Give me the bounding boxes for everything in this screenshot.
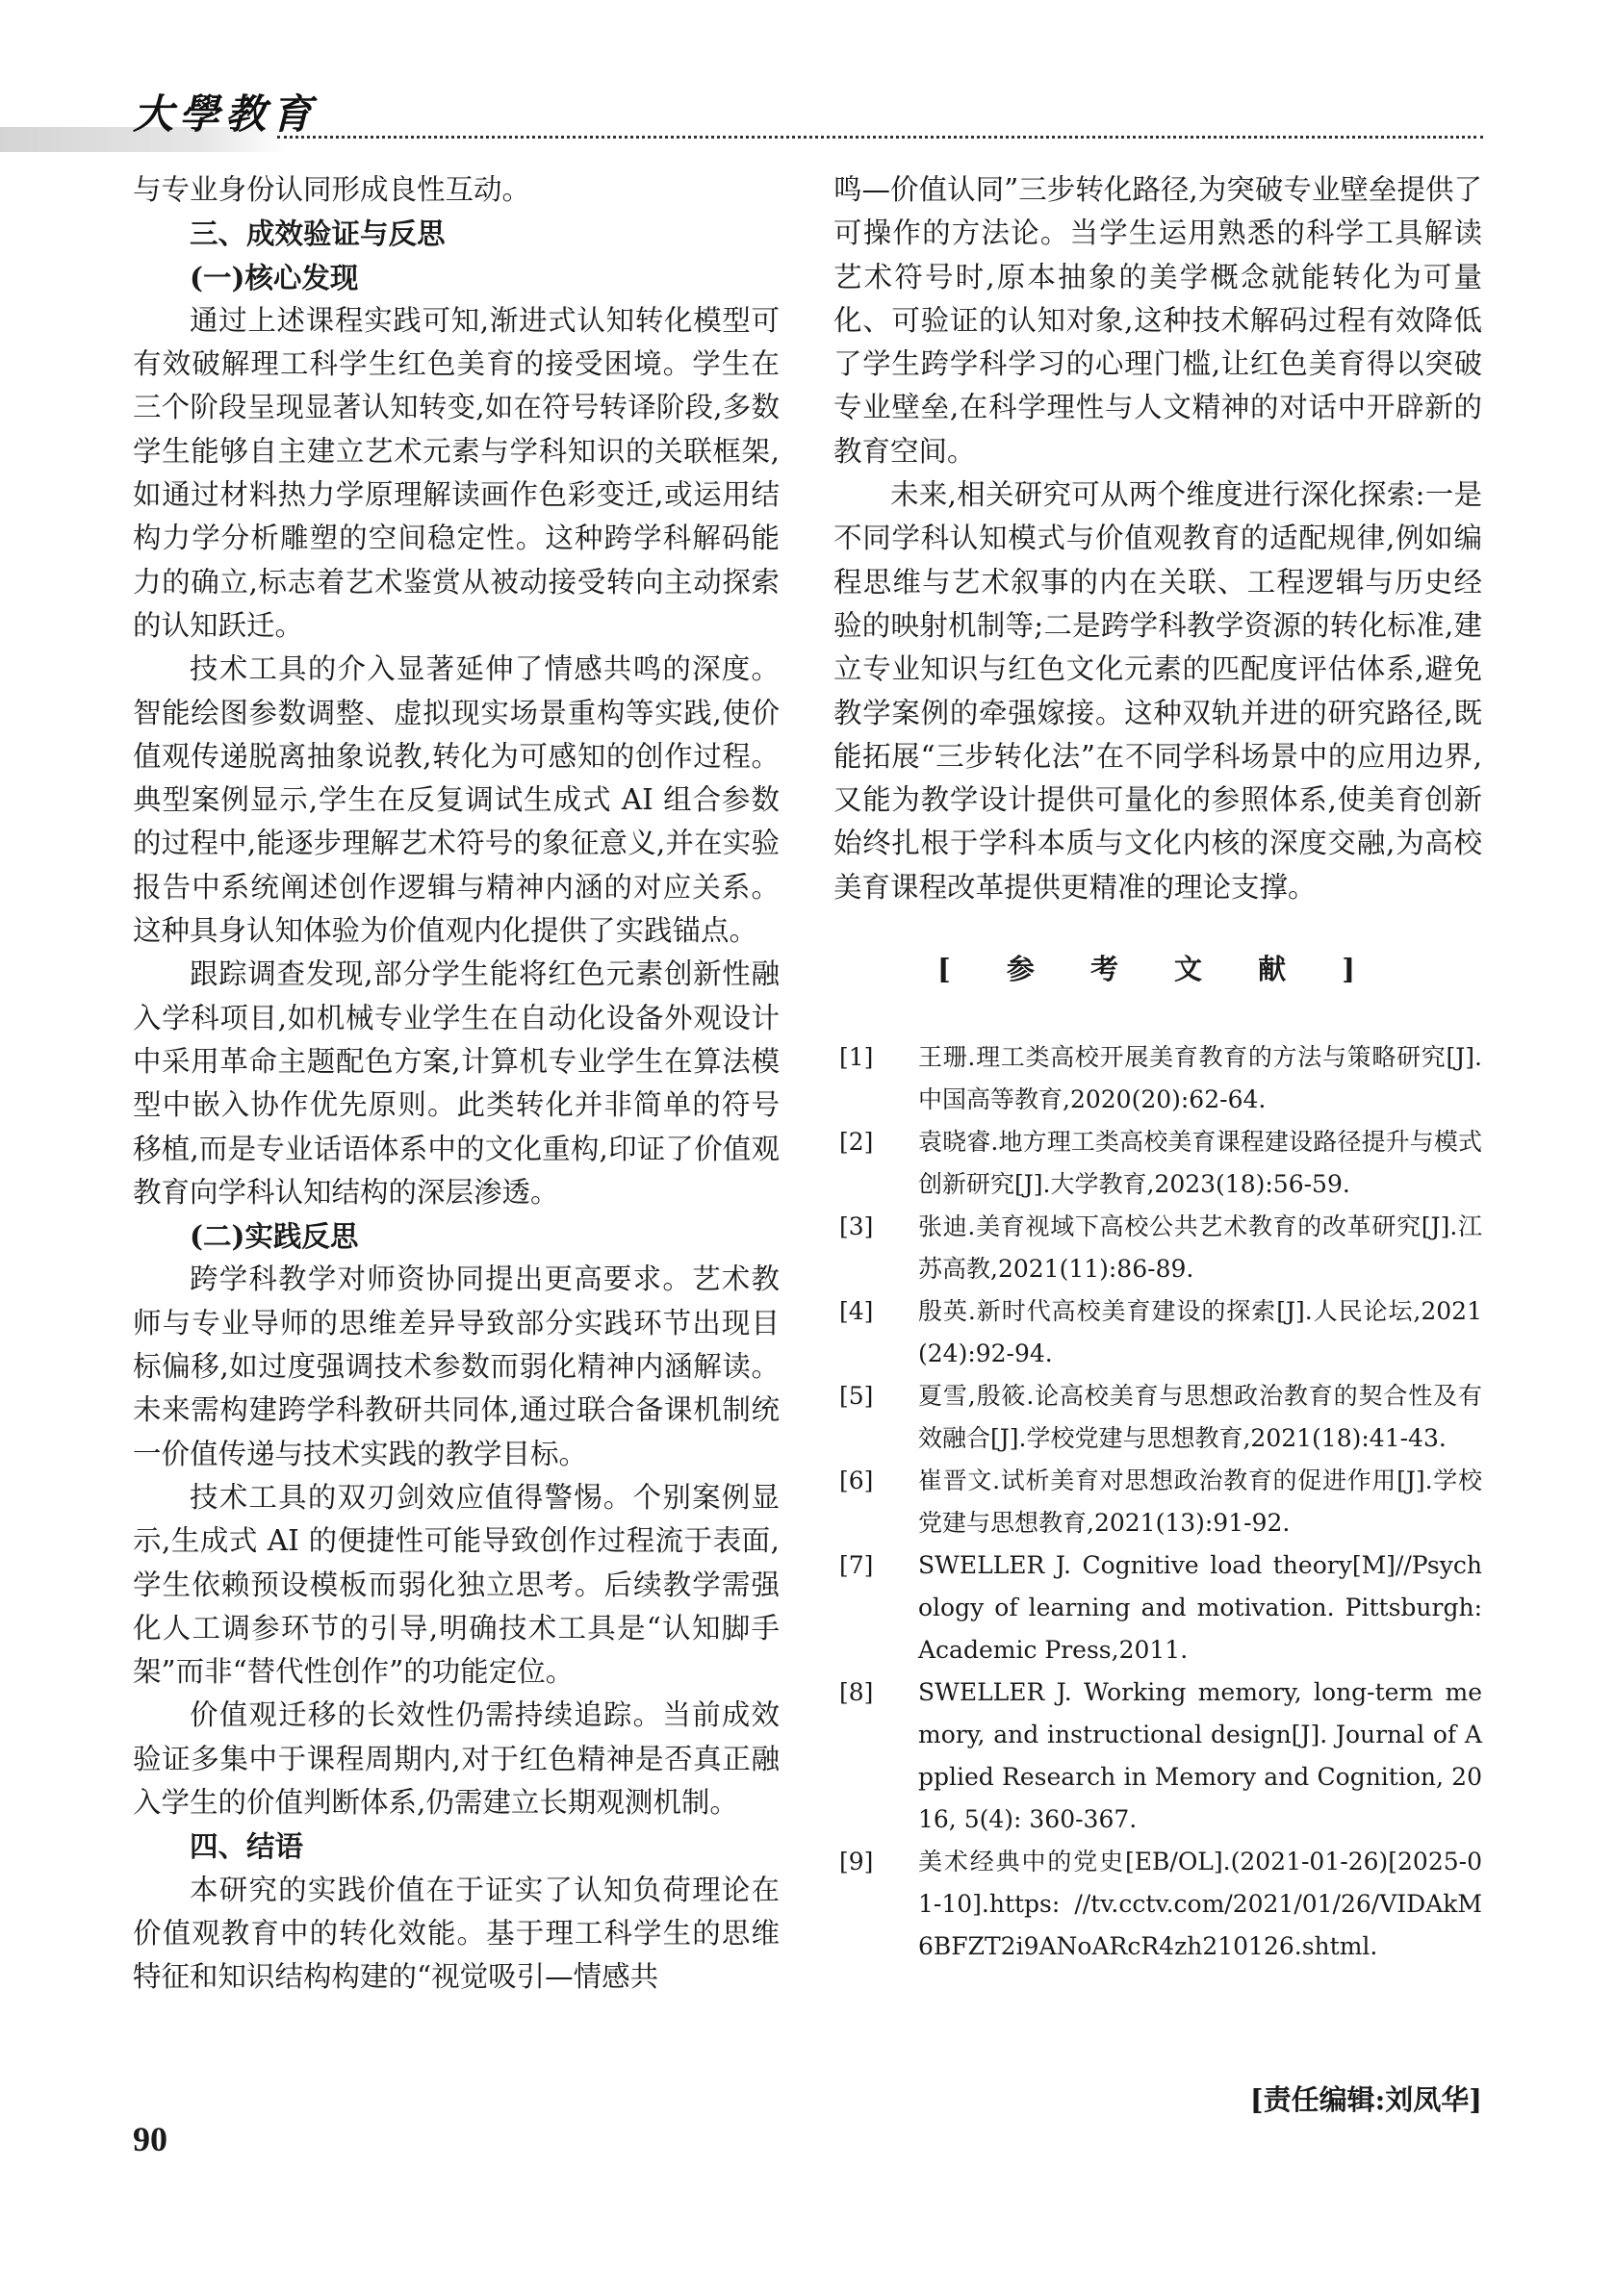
page-number: 90 <box>133 2120 167 2158</box>
reference-number: [1] <box>839 1043 874 1072</box>
reference-number: [2] <box>839 1128 874 1157</box>
reference-number: [5] <box>839 1382 874 1411</box>
reference-item <box>833 1544 1482 1671</box>
reference-text: 殷英.新时代高校美育建设的探索[J].人民论坛,2021(24):92-94. <box>918 1297 1482 1368</box>
header-dotted-rule <box>277 136 1483 139</box>
body-paragraph: 技术工具的介入显著延伸了情感共鸣的深度。智能绘图参数调整、虚拟现实场景重构等实践,使价值观传递脱离抽象说教,转化为可感知的创作过程。典型案例显示,学生在反复调试生成式 AI 组合参数的过程中,能逐步理解艺术符号的象征意义,并在实验报告中系统阐述创作逻辑与精神内涵的对应关系。这种具身认知体验为价值观内化提供了实践锚点。 <box>133 652 780 948</box>
body-paragraph: 跟踪调查发现,部分学生能将红色元素创新性融入学科项目,如机械专业学生在自动化设备外观设计中采用革命主题配色方案,计算机专业学生在算法模型中嵌入协作优先原则。此类转化并非简单的符号移植,而是专业话语体系中的文化重构,印证了价值观教育向学科认知结构的深层渗透。 <box>133 957 780 1209</box>
body-paragraph: 跨学科教学对师资协同提出更高要求。艺术教师与专业导师的思维差异导致部分实践环节出现目标偏移,如过度强调技术参数而弱化精神内涵解读。未来需构建跨学科教研共同体,通过联合备课机制统一价值传递与技术实践的教学目标。 <box>133 1263 780 1470</box>
reference-number: [9] <box>839 1848 874 1876</box>
reference-text: 夏雪,殷筱.论高校美育与思想政治教育的契合性及有效融合[J].学校党建与思想教育,2021(18):41-43. <box>918 1382 1482 1453</box>
reference-text: 张迪.美育视域下高校公共艺术教育的改革研究[J].江苏高教,2021(11):86-89. <box>918 1212 1482 1284</box>
reference-item <box>833 1841 1482 1968</box>
section-heading: 三、成效验证与反思 <box>190 217 446 251</box>
reference-item <box>833 1036 1482 1121</box>
left-column <box>133 168 780 1999</box>
reference-item <box>833 1121 1482 1206</box>
body-paragraph: 本研究的实践价值在于证实了认知负荷理论在价值观教育中的转化效能。基于理工科学生的思维特征和知识结构构建的“视觉吸引—情感共 <box>133 1873 780 1994</box>
reference-number: [8] <box>839 1678 874 1707</box>
responsible-editor: [责任编辑:刘凤华] <box>1249 2083 1482 2116</box>
body-paragraph: 与专业身份认同形成良性互动。 <box>133 173 531 206</box>
reference-number: [6] <box>839 1467 874 1495</box>
right-column <box>833 168 1482 1968</box>
body-paragraph: 鸣—价值认同”三步转化路径,为突破专业壁垒提供了可操作的方法论。当学生运用熟悉的科学工具解读艺术符号时,原本抽象的美学概念就能转化为可量化、可验证的认知对象,这种技术解码过程有效降低了学生跨学科学习的心理门槛,让红色美育得以突破专业壁垒,在科学理性与人文精神的对话中开辟新的教育空间。 <box>833 173 1482 468</box>
subsection-heading: (一)核心发现 <box>190 260 359 294</box>
body-paragraph: 技术工具的双刃剑效应值得警惕。个别案例显示,生成式 AI 的便捷性可能导致创作过程流于表面,学生依赖预设模板而弱化独立思考。后续教学需强化人工调参环节的引导,明确技术工具是“认知脚手架”而非“替代性创作”的功能定位。 <box>133 1480 780 1689</box>
reference-text: 美术经典中的党史[EB/OL].(2021-01-26)[2025-01-10].https: //tv.cctv.com/2021/01/26/VIDAkM6BFZT2i9ANoARcR4zh210126.shtml. <box>918 1848 1482 1961</box>
reference-text: SWELLER J. Working memory, long-term memory, and instructional design[J]. Journal of Applied Research in Memory and Cognition, 2016, 5(4): 360-367. <box>918 1678 1482 1834</box>
reference-text: 崔晋文.试析美育对思想政治教育的促进作用[J].学校党建与思想教育,2021(13):91-92. <box>918 1467 1482 1538</box>
reference-number: [4] <box>839 1297 874 1326</box>
reference-item <box>833 1375 1482 1460</box>
reference-text: SWELLER J. Cognitive load theory[M]//Psychology of learning and motivation. Pittsburgh: Academic Press,2011. <box>918 1551 1482 1665</box>
section-heading: 四、结语 <box>190 1829 304 1864</box>
reference-number: [7] <box>839 1551 874 1580</box>
reference-text: 袁晓睿.地方理工类高校美育课程建设路径提升与模式创新研究[J].大学教育,2023(18):56-59. <box>918 1128 1482 1199</box>
reference-item <box>833 1671 1482 1841</box>
reference-item <box>833 1460 1482 1544</box>
references-list <box>833 1036 1482 1968</box>
references-title: [ 参 考 文 献 ] <box>937 953 1378 986</box>
reference-item <box>833 1290 1482 1375</box>
body-paragraph: 未来,相关研究可从两个维度进行深化探索:一是不同学科认知模式与价值观教育的适配规律,例如编程思维与艺术叙事的内在关联、工程逻辑与历史经验的映射机制等;二是跨学科教学资源的转化标准,建立专业知识与红色文化元素的匹配度评估体系,避免教学案例的牵强嫁接。这种双轨并进的研究路径,既能拓展“三步转化法”在不同学科场景中的应用边界,又能为教学设计提供可量化的参照体系,使美育创新始终扎根于学科本质与文化内核的深度交融,为高校美育课程改革提供更精准的理论支撑。 <box>833 478 1482 904</box>
subsection-heading: (二)实践反思 <box>190 1219 359 1254</box>
reference-item <box>833 1206 1482 1290</box>
reference-text: 王珊.理工类高校开展美育教育的方法与策略研究[J].中国高等教育,2020(20):62-64. <box>918 1043 1482 1114</box>
journal-logo: 大學教育 <box>133 90 319 138</box>
body-paragraph: 通过上述课程实践可知,渐进式认知转化模型可有效破解理工科学生红色美育的接受困境。学生在三个阶段呈现显著认知转变,如在符号转译阶段,多数学生能够自主建立艺术元素与学科知识的关联框架,如通过材料热力学原理解读画作色彩变迁,或运用结构力学分析雕塑的空间稳定性。这种跨学科解码能力的确立,标志着艺术鉴赏从被动接受转向主动探索的认知跃迁。 <box>133 303 780 642</box>
reference-number: [3] <box>839 1212 874 1241</box>
body-paragraph: 价值观迁移的长效性仍需持续追踪。当前成效验证多集中于课程周期内,对于红色精神是否真正融入学生的价值判断体系,仍需建立长期观测机制。 <box>133 1698 780 1819</box>
